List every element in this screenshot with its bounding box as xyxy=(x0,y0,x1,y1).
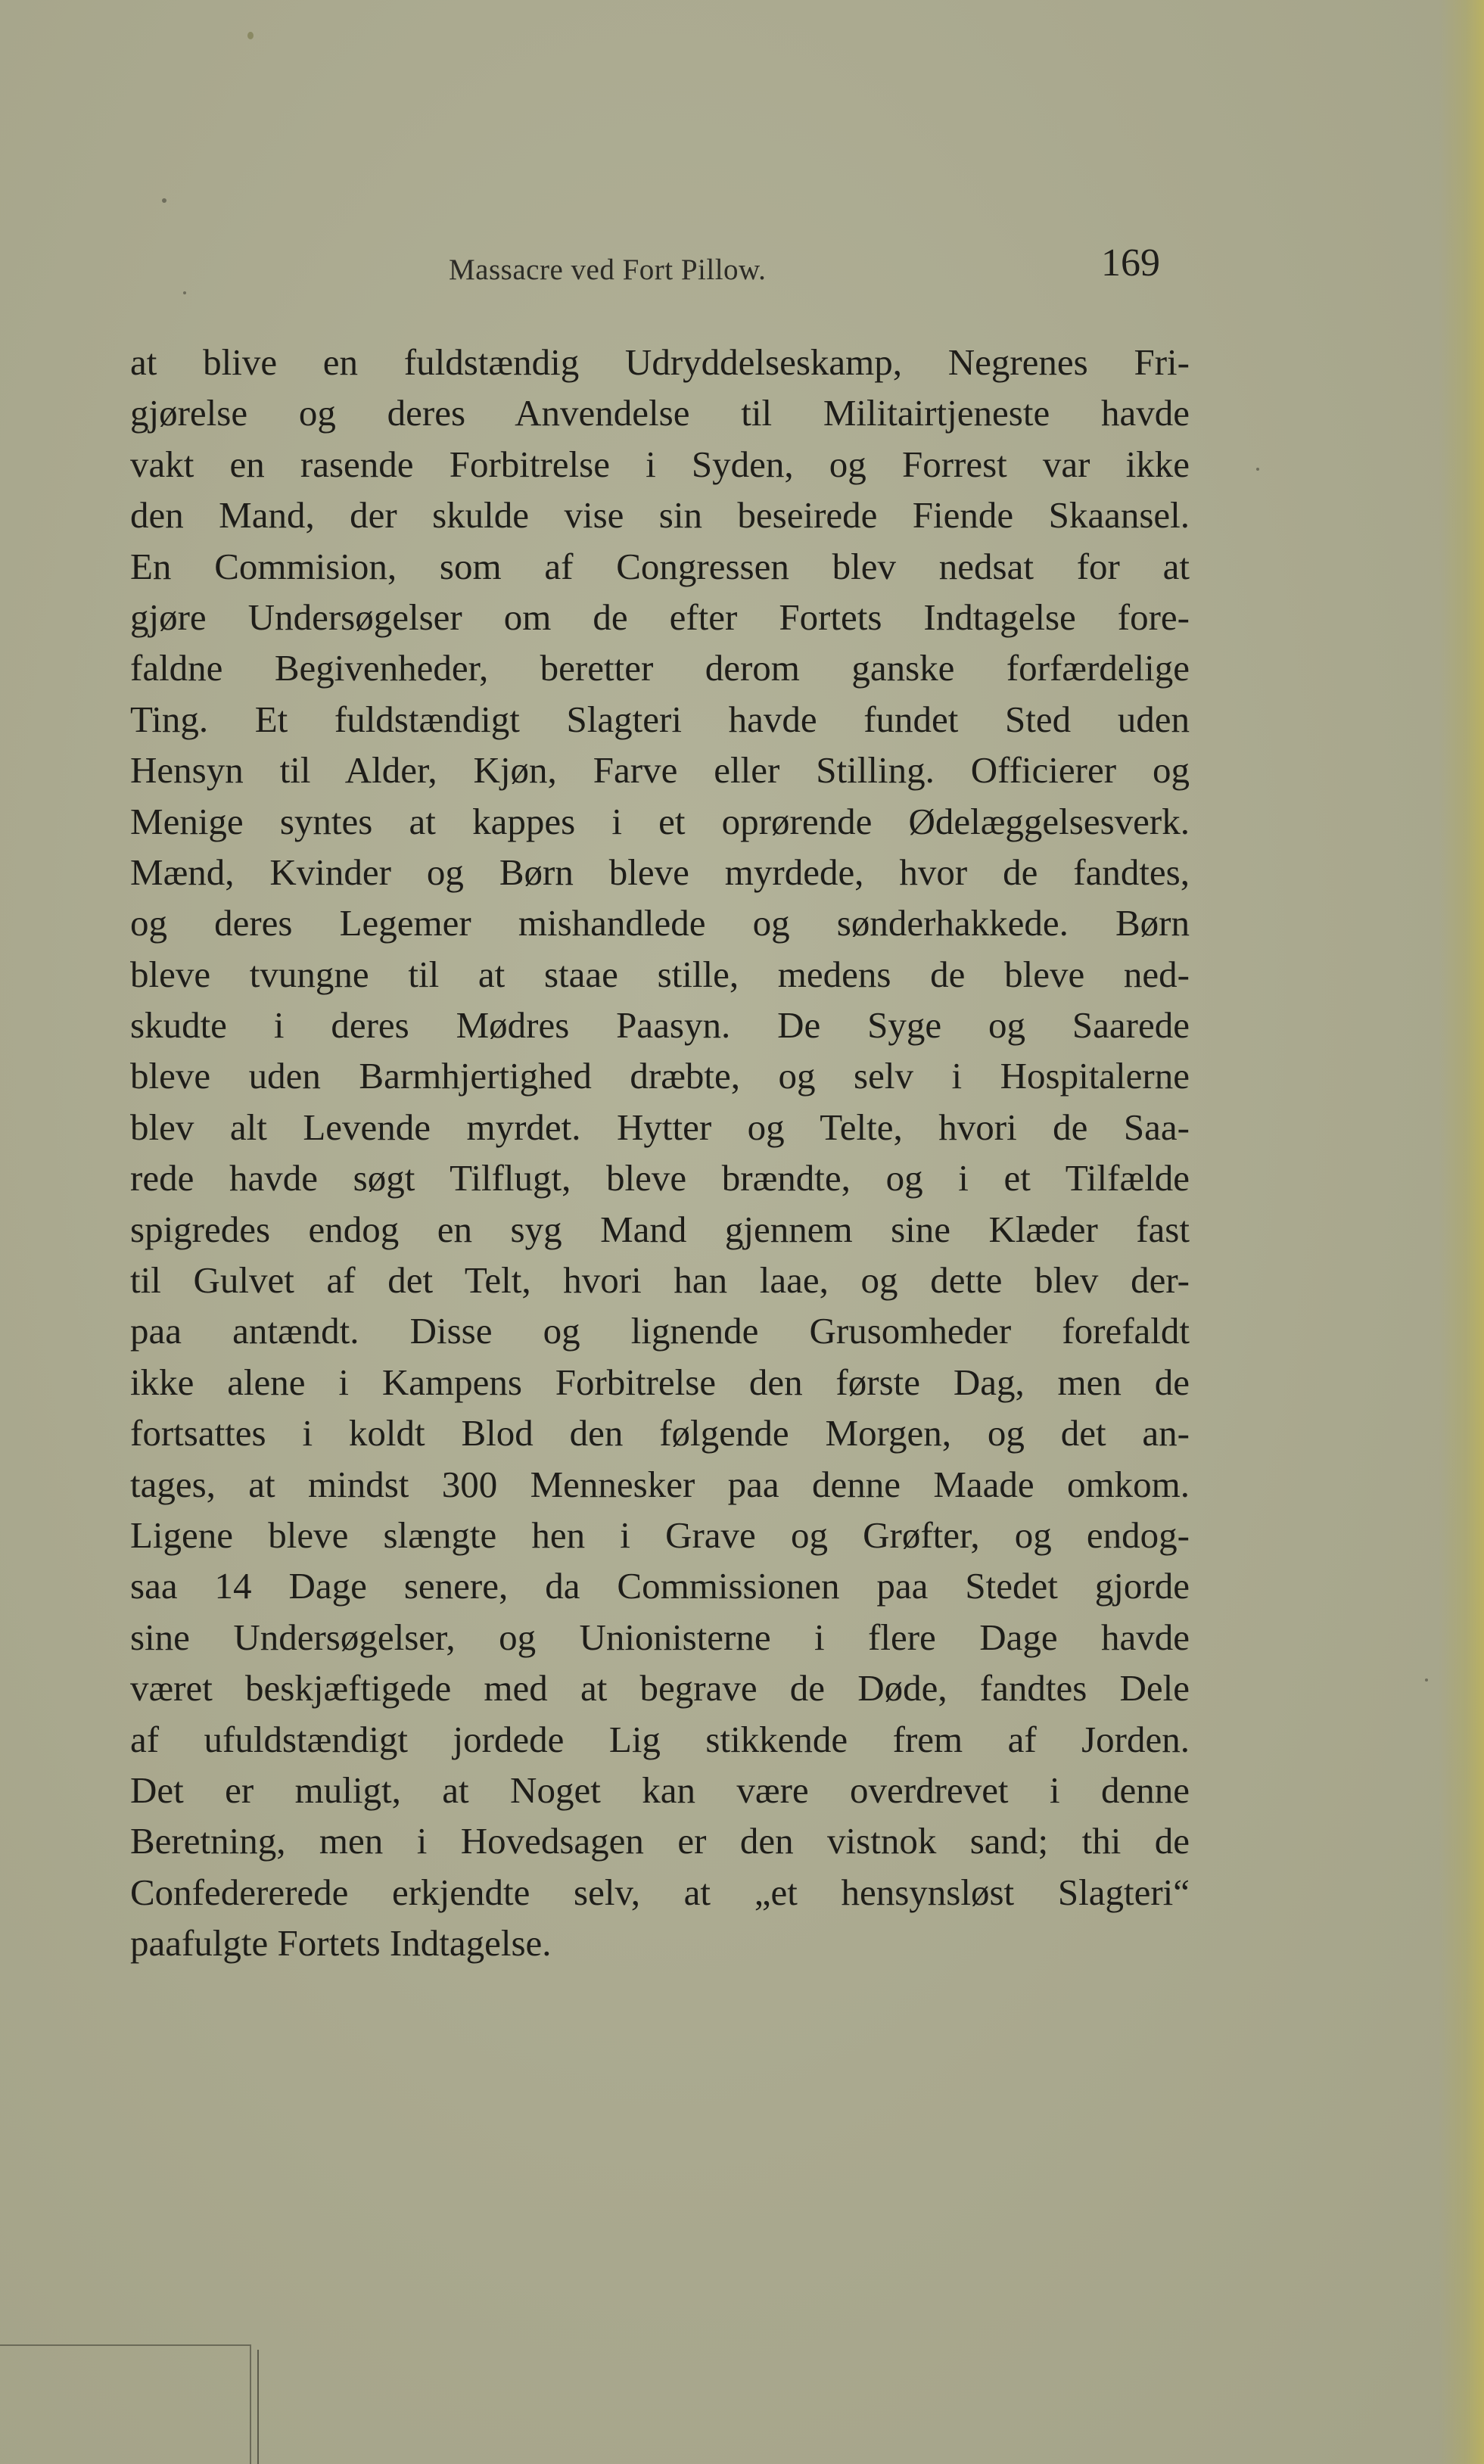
text-line: saa 14 Dage senere, da Commissionen paa Stedet gjorde xyxy=(130,1565,1190,1607)
text-line: gjørelse og deres Anvendelse til Militairtjeneste havde xyxy=(130,392,1190,434)
text-line: været beskjæftigede med at begrave de Døde, fandtes Dele xyxy=(130,1667,1190,1710)
text-line: til Gulvet af det Telt, hvori han laae, og dette blev der- xyxy=(130,1259,1190,1302)
paper-speck xyxy=(247,32,254,39)
text-line: vakt en rasende Forbitrelse i Syden, og Forrest var ikke xyxy=(130,443,1190,485)
text-line: Ligene bleve slængte hen i Grave og Grøfter, og endog- xyxy=(130,1514,1190,1556)
paper-speck xyxy=(1256,468,1259,471)
paper-speck xyxy=(162,198,166,203)
paper-speck xyxy=(1425,1678,1428,1682)
text-line: bleve tvungne til at staae stille, medens de bleve ned- xyxy=(130,953,1190,995)
text-line: og deres Legemer mishandlede og sønderhakkede. Børn xyxy=(130,902,1190,944)
text-line: Mænd, Kvinder og Børn bleve myrdede, hvor de fandtes, xyxy=(130,851,1190,893)
page-edge-discoloration xyxy=(1439,0,1484,2464)
text-line: Det er muligt, at Noget kan være overdrevet i denne xyxy=(130,1769,1190,1811)
text-line: sine Undersøgelser, og Unionisterne i flere Dage havde xyxy=(130,1616,1190,1658)
text-line: Hensyn til Alder, Kjøn, Farve eller Stilling. Officierer og xyxy=(130,749,1190,792)
running-title: Massacre ved Fort Pillow. xyxy=(449,254,767,286)
text-line: Beretning, men i Hovedsagen er den vistnok sand; thi de xyxy=(130,1820,1190,1862)
text-line: blev alt Levende myrdet. Hytter og Telte, hvori de Saa- xyxy=(130,1106,1190,1148)
text-line: gjøre Undersøgelser om de efter Fortets Indtagelse fore- xyxy=(130,596,1190,638)
text-line: faldne Begivenheder, beretter derom ganske forfærdelige xyxy=(130,647,1190,689)
text-line: spigredes endog en syg Mand gjennem sine Klæder fast xyxy=(130,1208,1190,1250)
text-line: fortsattes i koldt Blod den følgende Morgen, og det an- xyxy=(130,1412,1190,1454)
text-line: En Commision, som af Congressen blev nedsat for at xyxy=(130,545,1190,587)
text-line: Ting. Et fuldstændigt Slagteri havde fundet Sted uden xyxy=(130,698,1190,740)
library-stamp-frame xyxy=(0,2344,251,2464)
text-line: bleve uden Barmhjertighed dræbte, og selv i Hospitalerne xyxy=(130,1055,1190,1097)
text-line: den Mand, der skulde vise sin beseirede Fiende Skaansel. xyxy=(130,494,1190,537)
stamp-divider xyxy=(257,2350,259,2464)
text-line: Menige syntes at kappes i et oprørende Ødelæggelsesverk. xyxy=(130,800,1190,842)
text-line: skudte i deres Mødres Paasyn. De Syge og Saarede xyxy=(130,1004,1190,1047)
page-number: 169 xyxy=(1101,241,1160,285)
text-line: af ufuldstændigt jordede Lig stikkende frem af Jorden. xyxy=(130,1718,1190,1760)
text-line: ikke alene i Kampens Forbitrelse den første Dag, men de xyxy=(130,1361,1190,1403)
body-text xyxy=(130,337,1190,1969)
text-line: at blive en fuldstændig Udryddelseskamp, Negrenes Fri- xyxy=(130,341,1190,383)
text-line: Confedererede erkjendte selv, at „et hensynsløst Slagteri“ xyxy=(130,1871,1190,1913)
text-line: tages, at mindst 300 Mennesker paa denne Maade omkom. xyxy=(130,1463,1190,1505)
text-line: paa antændt. Disse og lignende Grusomheder forefaldt xyxy=(130,1310,1190,1352)
text-line-last: paafulgte Fortets Indtagelse. xyxy=(130,1922,552,1965)
text-line: rede havde søgt Tilflugt, bleve brændte, og i et Tilfælde xyxy=(130,1157,1190,1199)
running-head xyxy=(0,241,1484,294)
